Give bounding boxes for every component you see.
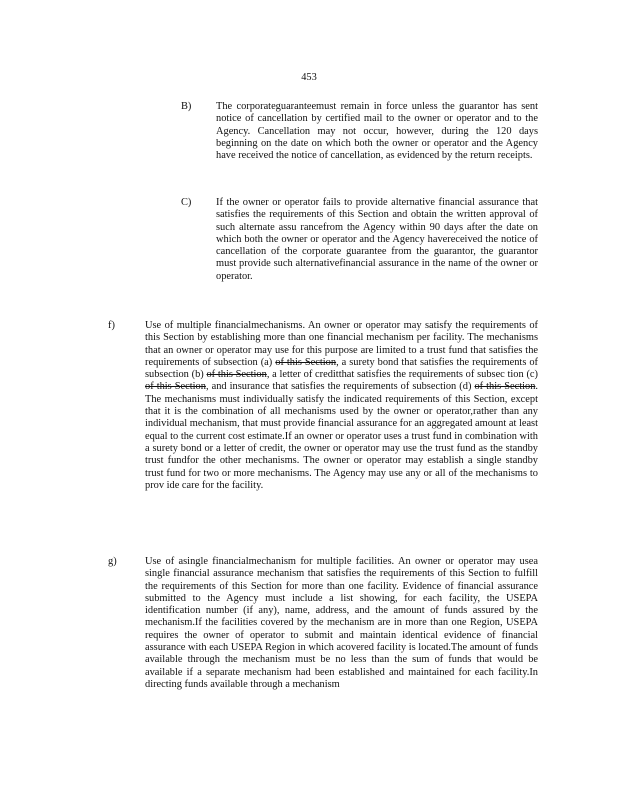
paragraph-text: The corporateguaranteemust remain in force unless the guarantor has sent notice of cancellation by certified mail to the owner or operator and to the Agency. Cancellation may not occur, however, during the 120 days beginning on the date on which both the owner or operator and the Agency have received the notice of cancellation, as evidenced by the return receipts. bbox=[216, 101, 538, 162]
text-segment: . The mechanisms must individually satisfy the indicated requirements of this Section, except that it is the combination of all mechanisms used by the owner or operator,rather than any individual mechanism, that must provide financial assurance for an aggregated amount at least equal to the current cost estimate.If an owner or operator uses a trust fund in combination with a surety bond or a letter of credit, the owner or operator may use the trust fund as the standby trust fundfor the other mechanisms. The owner or operator may establish a single standby trust fund for two or more mechanisms. The Agency may use any or all of the mechanisms to prov ide care for the facility. bbox=[145, 381, 539, 491]
struck-text: of this Section bbox=[474, 381, 536, 393]
paragraph-label: C) bbox=[181, 197, 192, 208]
paragraph-label: B) bbox=[181, 101, 192, 112]
paragraph-text: If the owner or operator fails to provide alternative financial assurance that satisfies the requirements of this Section and obtain the written approval of such alternate assu rancefrom the Agency within 90 days after the date on which both the owner or operator and the Agency havereceived the notice of cancellation of the corporate guarantee from the guarantor, the guarantor must provide such alternativefinancial assurance in the name of the owner or operator. bbox=[216, 197, 538, 282]
text-segment: Use of multiple financialmechanisms. An owner or operator may satisfy the requirements of this Section by establishing more than one financial mechanism per facility. The mechanisms that an owner or operator may use for this purpose are limited to a trust fund that satisfies the requirements of subsection (a) bbox=[145, 320, 538, 368]
paragraph-text: Use of asingle financialmechanism for multiple facilities. An owner or operator may usea single financial assurance mechanism that satisfies the requirements of this Section to fulfill the requirements of this Section for more than one facility. Evidence of financial assurance submitted to the Agency must include a list showing, for each facility, the USEPA identification number (if any), name, address, and the amount of funds assured by the mechanism.If the facilities covered by the mechanism are in more than one Region, USEPA requires the owner of operator to submit and maintain identical evidence of financial assurance with each USEPA Region in which acovered facility is located.The amount of funds available through the mechanism must be no less than the sum of funds that would be available if a separate mechanism had been established and maintained for each facility.In directing funds available through a mechanism bbox=[145, 556, 538, 690]
paragraph-label: f) bbox=[108, 320, 115, 331]
paragraph-label: g) bbox=[108, 556, 117, 567]
struck-text: of this Section bbox=[206, 369, 267, 381]
struck-text: of this Section bbox=[275, 356, 337, 368]
page-number: 453 bbox=[301, 72, 317, 83]
paragraph-text bbox=[145, 320, 538, 492]
text-segment: , a surety bond that satisfies the requirements of subsection (b) bbox=[145, 356, 539, 381]
text-segment: , a letter of creditthat satisfies the requirements of subsec tion (c) bbox=[266, 369, 538, 381]
struck-text: of this Section bbox=[145, 381, 206, 393]
text-segment: , and insurance that satisfies the requirements of subsection (d) bbox=[205, 381, 472, 393]
